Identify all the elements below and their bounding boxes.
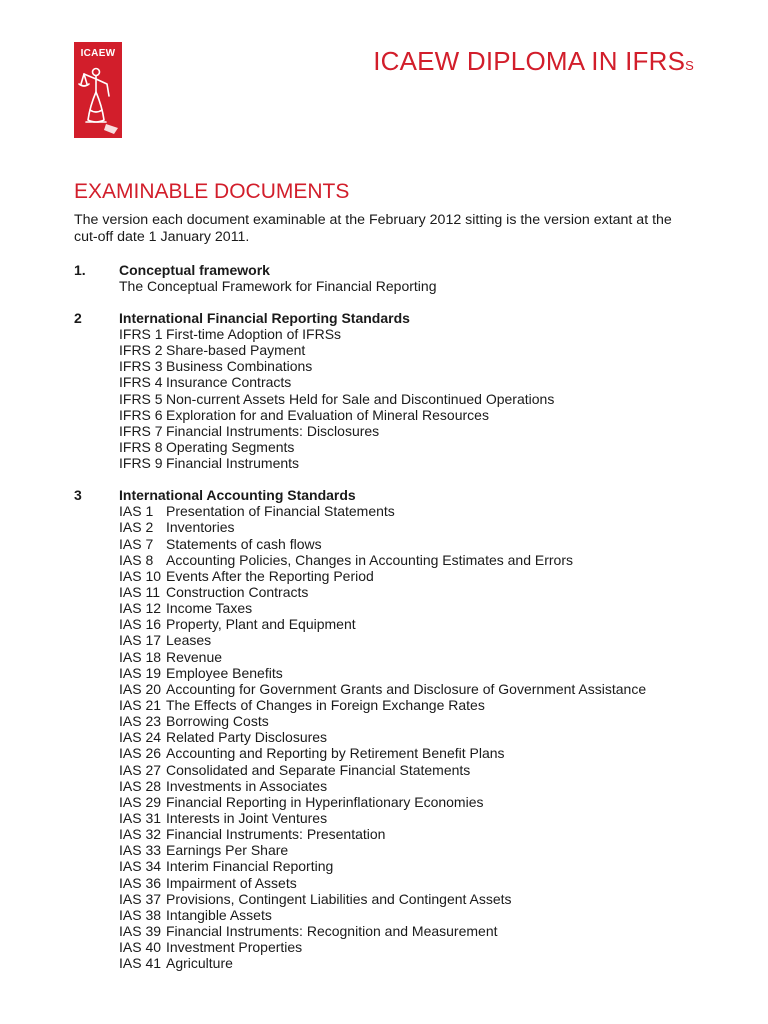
section-description: The Conceptual Framework for Financial Reporting <box>119 278 437 294</box>
standard-name: Statements of cash flows <box>166 535 322 552</box>
header-title-suffix: S <box>685 58 694 73</box>
standard-name: Intangible Assets <box>166 906 272 923</box>
standard-code: IAS 17 <box>119 632 162 649</box>
standard-row <box>119 632 714 648</box>
header-title-main: ICAEW DIPLOMA IN IFRS <box>373 46 686 76</box>
standard-name: Earnings Per Share <box>166 842 289 859</box>
standard-row <box>119 503 714 519</box>
standard-code: IAS 23 <box>119 713 162 730</box>
standard-code: IAS 28 <box>119 777 162 794</box>
standard-code: IAS 24 <box>119 729 162 746</box>
standard-row <box>119 568 714 584</box>
standard-name: Consolidated and Separate Financial Statements <box>166 761 471 778</box>
standard-name: Interim Financial Reporting <box>166 858 334 875</box>
standard-code: IAS 29 <box>119 793 162 810</box>
standard-code: IFRS 2 <box>119 342 163 359</box>
standard-code: IAS 41 <box>119 955 162 972</box>
standard-row <box>119 326 714 342</box>
standard-code: IAS 7 <box>119 535 154 552</box>
section-heading <box>74 262 714 278</box>
standard-row <box>119 729 714 745</box>
ifrs-list <box>74 326 714 471</box>
ias-list <box>74 503 714 971</box>
standard-row <box>119 939 714 955</box>
standard-code: IFRS 5 <box>119 390 163 407</box>
standard-name: Investments in Associates <box>166 777 328 794</box>
intro-paragraph: The version each document examinable at the February 2012 sitting is the version extant at the cut-off date 1 January 2011. <box>74 212 672 245</box>
standard-name: Employee Benefits <box>166 664 283 681</box>
standard-row <box>119 407 714 423</box>
standard-name: Borrowing Costs <box>166 713 269 730</box>
standard-code: IAS 2 <box>119 519 154 536</box>
standard-name: Events After the Reporting Period <box>166 567 374 584</box>
justice-figure-icon <box>74 62 122 138</box>
section-ifrs <box>74 310 714 471</box>
standard-row <box>119 794 714 810</box>
standard-row <box>119 875 714 891</box>
standard-name: Property, Plant and Equipment <box>166 616 356 633</box>
standard-row <box>119 536 714 552</box>
section-heading <box>74 487 714 503</box>
standard-code: IFRS 6 <box>119 406 163 423</box>
standard-row <box>119 842 714 858</box>
standard-name: Provisions, Contingent Liabilities and Contingent Assets <box>166 890 512 907</box>
standard-code: IAS 32 <box>119 826 162 843</box>
standard-code: IAS 38 <box>119 906 162 923</box>
standard-code: IAS 26 <box>119 745 162 762</box>
standard-code: IFRS 9 <box>119 455 163 472</box>
standard-code: IFRS 1 <box>119 326 163 342</box>
standard-code: IAS 12 <box>119 600 162 617</box>
standard-name: Non-current Assets Held for Sale and Discontinued Operations <box>166 390 555 407</box>
standard-code: IFRS 7 <box>119 422 163 439</box>
standard-code: IAS 36 <box>119 874 162 891</box>
standard-code: IAS 39 <box>119 922 162 939</box>
standard-row <box>119 374 714 390</box>
standard-code: IAS 40 <box>119 939 162 956</box>
section-number: 1. <box>74 262 86 278</box>
standard-row <box>119 391 714 407</box>
standard-row <box>119 342 714 358</box>
standard-code: IAS 18 <box>119 648 162 665</box>
standard-row <box>119 519 714 535</box>
standard-row <box>119 826 714 842</box>
standard-row <box>119 439 714 455</box>
section-title: EXAMINABLE DOCUMENTS <box>74 180 350 203</box>
standard-name: Accounting for Government Grants and Disclosure of Government Assistance <box>166 680 647 697</box>
standard-row <box>119 955 714 971</box>
standard-name: Presentation of Financial Statements <box>166 503 395 520</box>
standard-name: Financial Instruments: Presentation <box>166 826 386 843</box>
section-number: 2 <box>74 310 82 326</box>
standard-code: IAS 27 <box>119 761 162 778</box>
standard-name: Interests in Joint Ventures <box>166 809 328 826</box>
standard-name: Accounting and Reporting by Retirement Benefit Plans <box>166 745 505 762</box>
standard-row <box>119 649 714 665</box>
standard-code: IAS 10 <box>119 567 162 584</box>
standard-row <box>119 858 714 874</box>
standard-name: Financial Instruments: Disclosures <box>166 422 380 439</box>
standard-code: IFRS 3 <box>119 358 163 375</box>
standard-row <box>119 907 714 923</box>
standard-row <box>119 778 714 794</box>
standard-code: IAS 21 <box>119 696 162 713</box>
standard-row <box>119 891 714 907</box>
standard-code: IFRS 4 <box>119 374 163 391</box>
standard-row <box>119 810 714 826</box>
standard-name: The Effects of Changes in Foreign Exchange Rates <box>166 696 485 713</box>
section-number: 3 <box>74 487 82 504</box>
standard-name: Agriculture <box>166 955 233 972</box>
standard-code: IFRS 8 <box>119 438 163 455</box>
standard-code: IAS 19 <box>119 664 162 681</box>
standard-name: Impairment of Assets <box>166 874 297 891</box>
standard-code: IAS 33 <box>119 842 162 859</box>
section-heading <box>74 310 714 326</box>
standard-name: Revenue <box>166 648 223 665</box>
section-heading-title: Conceptual framework <box>119 262 270 278</box>
standard-row <box>119 762 714 778</box>
logo-text: ICAEW <box>80 48 116 59</box>
standard-name: Construction Contracts <box>166 583 309 600</box>
section-heading-title: International Financial Reporting Standards <box>119 310 410 326</box>
document-header-title <box>373 46 694 77</box>
standard-name: Business Combinations <box>166 358 313 375</box>
standard-code: IAS 16 <box>119 616 162 633</box>
standard-row <box>119 600 714 616</box>
icaew-logo <box>74 42 122 138</box>
standard-row <box>119 713 714 729</box>
section-ias <box>74 487 714 971</box>
standard-name: Financial Instruments <box>166 455 300 472</box>
standard-row <box>119 697 714 713</box>
standard-name: Accounting Policies, Changes in Accounting Estimates and Errors <box>166 551 573 568</box>
standard-name: Operating Segments <box>166 438 295 455</box>
standard-code: IAS 8 <box>119 551 154 568</box>
standard-code: IAS 31 <box>119 809 162 826</box>
standard-row <box>119 358 714 374</box>
standard-name: Insurance Contracts <box>166 374 292 391</box>
standard-name: Exploration for and Evaluation of Mineral Resources <box>166 406 489 423</box>
standard-row <box>119 423 714 439</box>
standard-name: First-time Adoption of IFRSs <box>166 326 342 342</box>
standard-row <box>119 681 714 697</box>
standard-name: Investment Properties <box>166 939 303 956</box>
standard-code: IAS 20 <box>119 680 162 697</box>
section-conceptual-framework <box>74 262 714 294</box>
standard-name: Financial Instruments: Recognition and Measurement <box>166 922 498 939</box>
standard-name: Financial Reporting in Hyperinflationary Economies <box>166 793 484 810</box>
standard-row <box>119 616 714 632</box>
standard-name: Inventories <box>166 519 235 536</box>
standard-code: IAS 37 <box>119 890 162 907</box>
standard-name: Income Taxes <box>166 600 253 617</box>
examinable-documents-list <box>74 262 714 971</box>
standard-name: Leases <box>166 632 212 649</box>
standard-name: Share-based Payment <box>166 342 306 359</box>
standard-row <box>119 923 714 939</box>
standard-row <box>119 584 714 600</box>
standard-code: IAS 34 <box>119 858 162 875</box>
section-heading-title: International Accounting Standards <box>119 487 356 504</box>
standard-code: IAS 11 <box>119 583 160 600</box>
standard-row <box>119 745 714 761</box>
standard-row <box>119 552 714 568</box>
standard-code: IAS 1 <box>119 503 154 520</box>
standard-row <box>119 665 714 681</box>
standard-row <box>119 455 714 471</box>
standard-name: Related Party Disclosures <box>166 729 328 746</box>
